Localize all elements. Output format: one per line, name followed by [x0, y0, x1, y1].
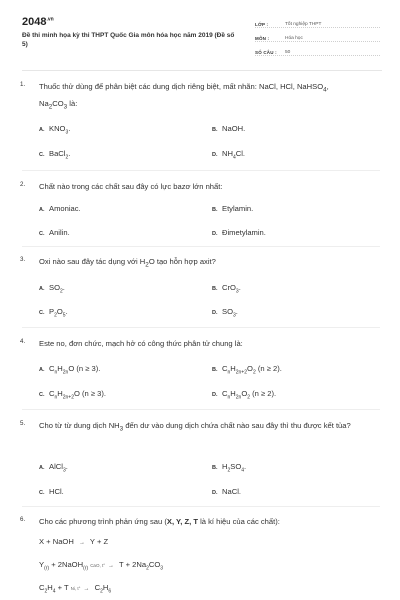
option-value: Đimetylamin. [222, 228, 266, 237]
option-value: HCl. [49, 487, 64, 496]
option-value: NaOH. [222, 124, 246, 133]
option-letter: D. [212, 152, 218, 158]
option-c[interactable] [39, 389, 106, 401]
meta-value: 50 [285, 50, 291, 55]
question-text: Cho các phương trình phản ứng sau (X, Y, Z, T là kí hiệu của các chất): [39, 517, 280, 526]
meta-key: SỐ CÂU : [255, 50, 277, 55]
option-letter: B. [212, 127, 218, 133]
option-letter: C. [39, 152, 45, 158]
option-a[interactable] [39, 124, 70, 136]
option-letter: C. [39, 490, 45, 496]
option-letter: C. [39, 310, 45, 316]
option-letter: C. [39, 231, 45, 237]
option-value: $NH_4Cl$. [222, 149, 246, 161]
option-letter: B. [212, 367, 218, 373]
option-letter: D. [212, 392, 218, 398]
exam-title: Đề thi minh họa kỳ thi THPT Quốc Gia môn hóa học năm 2019 (Đề số 5) [22, 32, 235, 48]
option-a[interactable] [39, 462, 68, 474]
option-b[interactable] [212, 364, 282, 376]
option-letter: D. [212, 231, 218, 237]
equation-3: $C_2H_4 + T$ Ni, $t^\circ \to C_2H_6$ [39, 583, 112, 595]
option-c[interactable] [39, 487, 64, 496]
option-d[interactable] [212, 389, 276, 401]
option-value: $C_nH_{2n+2}O$ (n ≥ 3). [49, 389, 107, 401]
question-divider [22, 246, 380, 247]
exam-meta [255, 14, 380, 56]
option-d[interactable] [212, 149, 245, 161]
option-a[interactable] [39, 283, 65, 295]
question-number: 3. [20, 256, 26, 263]
option-d[interactable] [212, 307, 238, 319]
question-divider [22, 409, 380, 410]
option-c[interactable] [39, 228, 70, 237]
meta-key: MÔN : [255, 36, 270, 41]
option-d[interactable] [212, 487, 241, 496]
equation-1: X + NaOH → Y + Z [39, 537, 109, 546]
question-text: Cho từ từ dung dịch $NH_3$ đến dư vào dung dịch chứa chất nào sau đây thì thu được kết tủa? [39, 421, 351, 433]
option-b[interactable] [212, 124, 245, 133]
question-number: 1. [20, 81, 26, 88]
option-value: Amoniac. [49, 204, 81, 213]
option-letter: A. [39, 367, 45, 373]
question-text: Oxi nào sau đây tác dụng với $H_2O$ tạo hỗn hợp axit? [39, 257, 216, 269]
logo-suffix: .vn [46, 16, 54, 23]
option-b[interactable] [212, 283, 241, 295]
option-letter: B. [212, 286, 218, 292]
option-letter: A. [39, 207, 45, 213]
option-value: $H_2SO_4$. [222, 462, 247, 474]
option-value: $C_nH_{2n+2}O_2$ (n ≥ 2). [222, 364, 282, 376]
meta-key: LỚP : [255, 22, 269, 27]
question-text: Este no, đơn chức, mạch hở có công thức phân tử chung là: [39, 339, 243, 348]
option-letter: C. [39, 392, 45, 398]
question-number: 2. [20, 181, 26, 188]
option-value: AlCl$_3$. [49, 462, 68, 474]
option-value: $C_nH_{2n}O_2$ (n ≥ 2). [222, 389, 277, 401]
option-a[interactable] [39, 364, 100, 376]
option-letter: A. [39, 465, 45, 471]
option-a[interactable] [39, 204, 81, 213]
option-letter: D. [212, 310, 218, 316]
option-d[interactable] [212, 228, 266, 237]
option-letter: A. [39, 286, 45, 292]
meta-subject-row [255, 28, 380, 42]
option-value: Etylamin. [222, 204, 254, 213]
question-divider [22, 170, 380, 171]
site-logo[interactable] [22, 16, 54, 28]
option-letter: D. [212, 490, 218, 496]
option-value: Anilin. [49, 228, 70, 237]
option-c[interactable] [39, 307, 68, 319]
meta-count-row [255, 42, 380, 56]
option-b[interactable] [212, 462, 246, 474]
option-value: $SO_3$. [222, 307, 238, 319]
option-value: BaCl$_2$. [49, 149, 71, 161]
option-value: $SO_2$. [49, 283, 65, 295]
option-value: $KNO_3$. [49, 124, 71, 136]
option-letter: B. [212, 465, 218, 471]
question-divider [22, 327, 380, 328]
question-divider [22, 506, 380, 507]
logo-text: 2048 [22, 16, 47, 28]
option-value: $C_nH_{2n}O$ (n ≥ 3). [49, 364, 101, 376]
option-letter: A. [39, 127, 45, 133]
option-b[interactable] [212, 204, 253, 213]
header-divider [22, 70, 382, 71]
question-number: 5. [20, 420, 26, 427]
question-number: 6. [20, 516, 26, 523]
question-text: Thuốc thử dùng để phân biệt các dung dịch riêng biệt, mất nhãn: NaCl, HCl, NaHSO$_4$, $Na_2CO_3$ là: [39, 82, 329, 111]
option-c[interactable] [39, 149, 70, 161]
meta-value: Hóa học [285, 36, 303, 41]
meta-value: Tốt nghiệp THPT [285, 22, 322, 27]
question-text: Chất nào trong các chất sau đây có lực bazơ lớn nhất: [39, 182, 223, 191]
option-value: CrO$_3$. [222, 283, 241, 295]
option-value: NaCl. [222, 487, 241, 496]
option-value: $P_2O_5$. [49, 307, 68, 319]
exam-header [0, 0, 400, 62]
option-letter: B. [212, 207, 218, 213]
equation-2: $Y_{(r)}$ + 2NaOH$_{(r)}$ CaO, $t^\circ \to T + 2Na_2CO_3$ [39, 560, 164, 572]
meta-class-row [255, 14, 380, 28]
question-number: 4. [20, 338, 26, 345]
